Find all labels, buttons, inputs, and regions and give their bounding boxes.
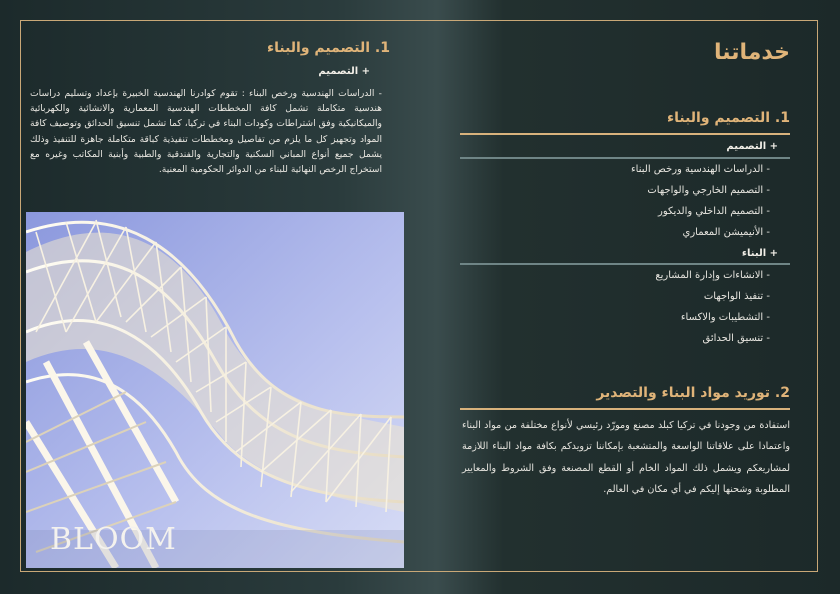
section2-heading: 2. توريد مواد البناء والتصدير bbox=[596, 385, 790, 401]
structure-photo bbox=[26, 212, 404, 568]
design-item: - التصميم الخارجي والواجهات bbox=[647, 185, 770, 196]
build-item: - التشطيبات والاكساء bbox=[680, 312, 770, 323]
build-label: + البناء bbox=[741, 248, 778, 259]
design-item: - الدراسات الهندسية ورخص البناء bbox=[630, 164, 770, 175]
section2-paragraph: استفادة من وجودنا في تركيا كبلد مصنع ومورّد رئيسي لأنواع مختلفة من مواد البناء واعتمادا على علاقاتنا الواسعة والمتشعبة بإمكاننا تزويدكم بكافة مواد البناء اللازمة لمشاريعكم ويشمل ذلك المواد الخام أو القطع المصنعة وفق الشروط والمعايير المطلوبة وشحنها إليكم في أي مكان في العالم. bbox=[462, 420, 790, 496]
design-divider bbox=[460, 157, 790, 159]
design-item: - الأنيميشن المعماري bbox=[682, 227, 770, 238]
left-design-subheading: + التصميم bbox=[318, 66, 370, 77]
build-item: - الانشاءات وإدارة المشاريع bbox=[655, 270, 770, 281]
design-label: + التصميم bbox=[726, 141, 778, 152]
left-paragraph: - الدراسات الهندسية ورخص البناء : تقوم كوادرنا الهندسية الخبيرة بإعداد وتسليم دراسات هندسية متكاملة تشمل كافة المخططات الهندسية المعمارية والانشائية والكهربائية والميكانيكية وفق اشتراطات وكودات البناء في تركيا، كما تشمل تنسيق الحدائق وتوصيف كافة المواد وتجهيز كل ما يلزم من تفاصيل ومخططات تنفيذية كباقة متكاملة جاهزة للتنفيذ وذلك يشمل جميع أنواع المباني السكنية والتجارية والفندقية والطبية وأبنية المكاتب وغيره مع استخراج الرخص النهائية للبناء من الدوائر الحكومية المعنية. bbox=[30, 88, 382, 176]
build-item: - تنفيذ الواجهات bbox=[703, 291, 770, 302]
section2-divider bbox=[460, 408, 790, 410]
truss-structure-image bbox=[26, 212, 404, 568]
left-section-title: 1. التصميم والبناء bbox=[266, 40, 390, 56]
build-divider bbox=[460, 263, 790, 265]
section1-divider bbox=[460, 133, 790, 135]
build-item: - تنسيق الحدائق bbox=[702, 333, 770, 344]
bloom-logo: BLOOM bbox=[50, 522, 177, 557]
services-title: خدماتنا bbox=[714, 40, 790, 65]
design-item: - التصميم الداخلي والديكور bbox=[658, 206, 770, 217]
section1-heading: 1. التصميم والبناء bbox=[666, 110, 790, 126]
